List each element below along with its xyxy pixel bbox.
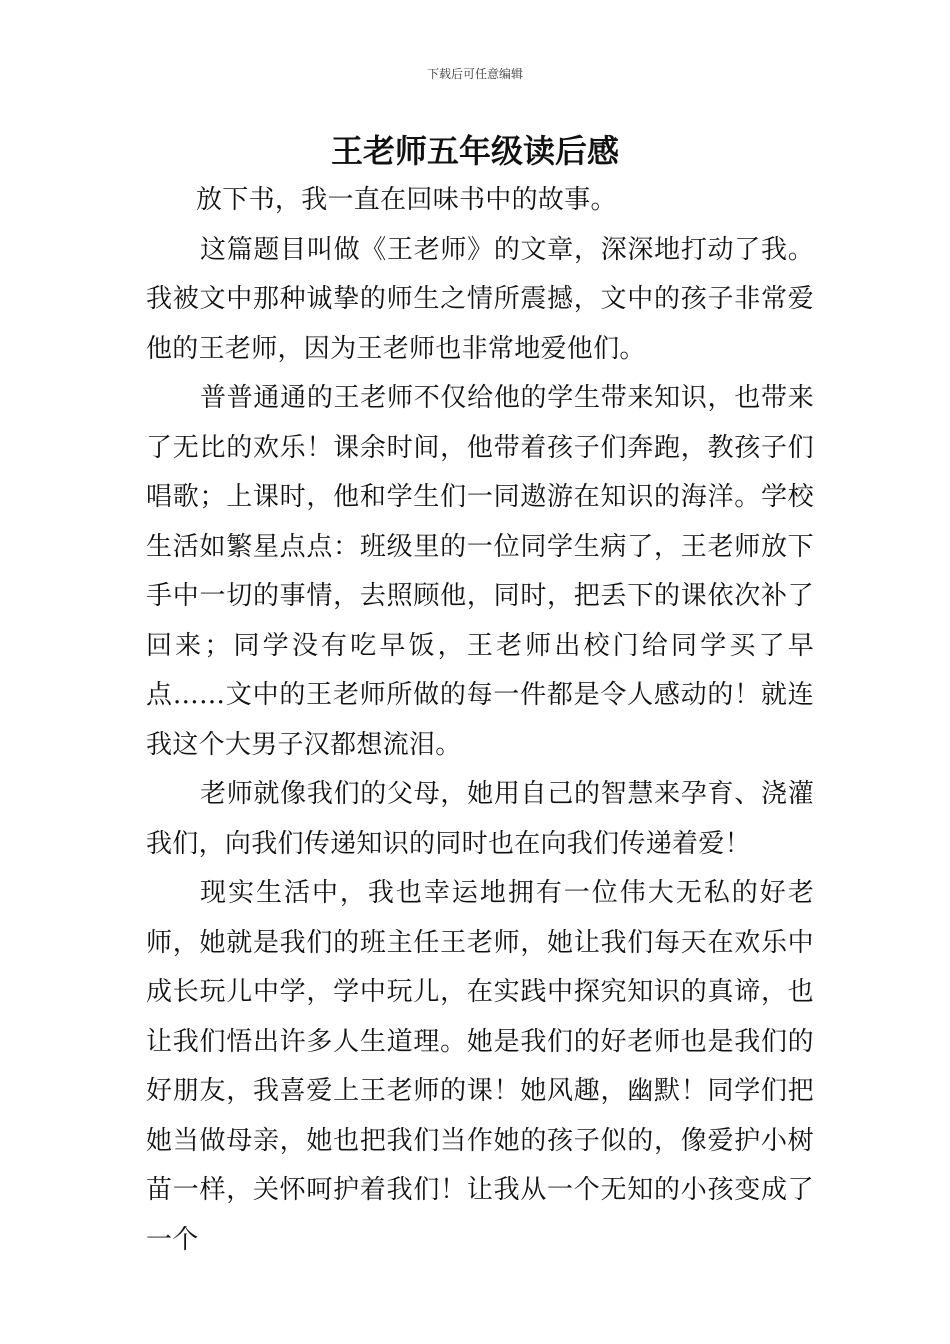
document-body <box>146 176 814 1265</box>
paragraph-5: 现实生活中，我也幸运地拥有一位伟大无私的好老师，她就是我们的班主任王老师，她让我们每天在欢乐中成长玩儿中学，学中玩儿，在实践中探究知识的真谛，也让我们悟出许多人生道理。她是我们的好老师也是我们的好朋友，我喜爱上王老师的课！她风趣，幽默！同学们把她当做母亲，她也把我们当作她的孩子似的，像爱护小树苗一样，关怀呵护着我们！让我从一个无知的小孩变成了一个 <box>146 878 814 1255</box>
paragraph-1: 放下书，我一直在回味书中的故事。 <box>196 185 617 215</box>
paragraph-2: 这篇题目叫做《王老师》的文章，深深地打动了我。我被文中那种诚挚的师生之情所震撼，文中的孩子非常爱他的王老师，因为王老师也非常地爱他们。 <box>146 234 814 364</box>
document-title: 王老师五年级读后感 <box>330 132 619 170</box>
paragraph-4: 老师就像我们的父母，她用自己的智慧来孕育、浇灌我们，向我们传递知识的同时也在向我们传递着爱！ <box>146 779 814 859</box>
paragraph-3: 普普通通的王老师不仅给他的学生带来知识，也带来了无比的欢乐！课余时间，他带着孩子们奔跑，教孩子们唱歌；上课时，他和学生们一同遨游在知识的海洋。学校生活如繁星点点：班级里的一位同学生病了，王老师放下手中一切的事情，去照顾他，同时，把丢下的课依次补了回来；同学没有吃早饭，王老师出校门给同学买了早点……文中的王老师所做的每一件都是令人感动的！就连我这个大男子汉都想流泪。 <box>146 383 814 760</box>
header-note: 下载后可任意编辑 <box>426 67 523 81</box>
